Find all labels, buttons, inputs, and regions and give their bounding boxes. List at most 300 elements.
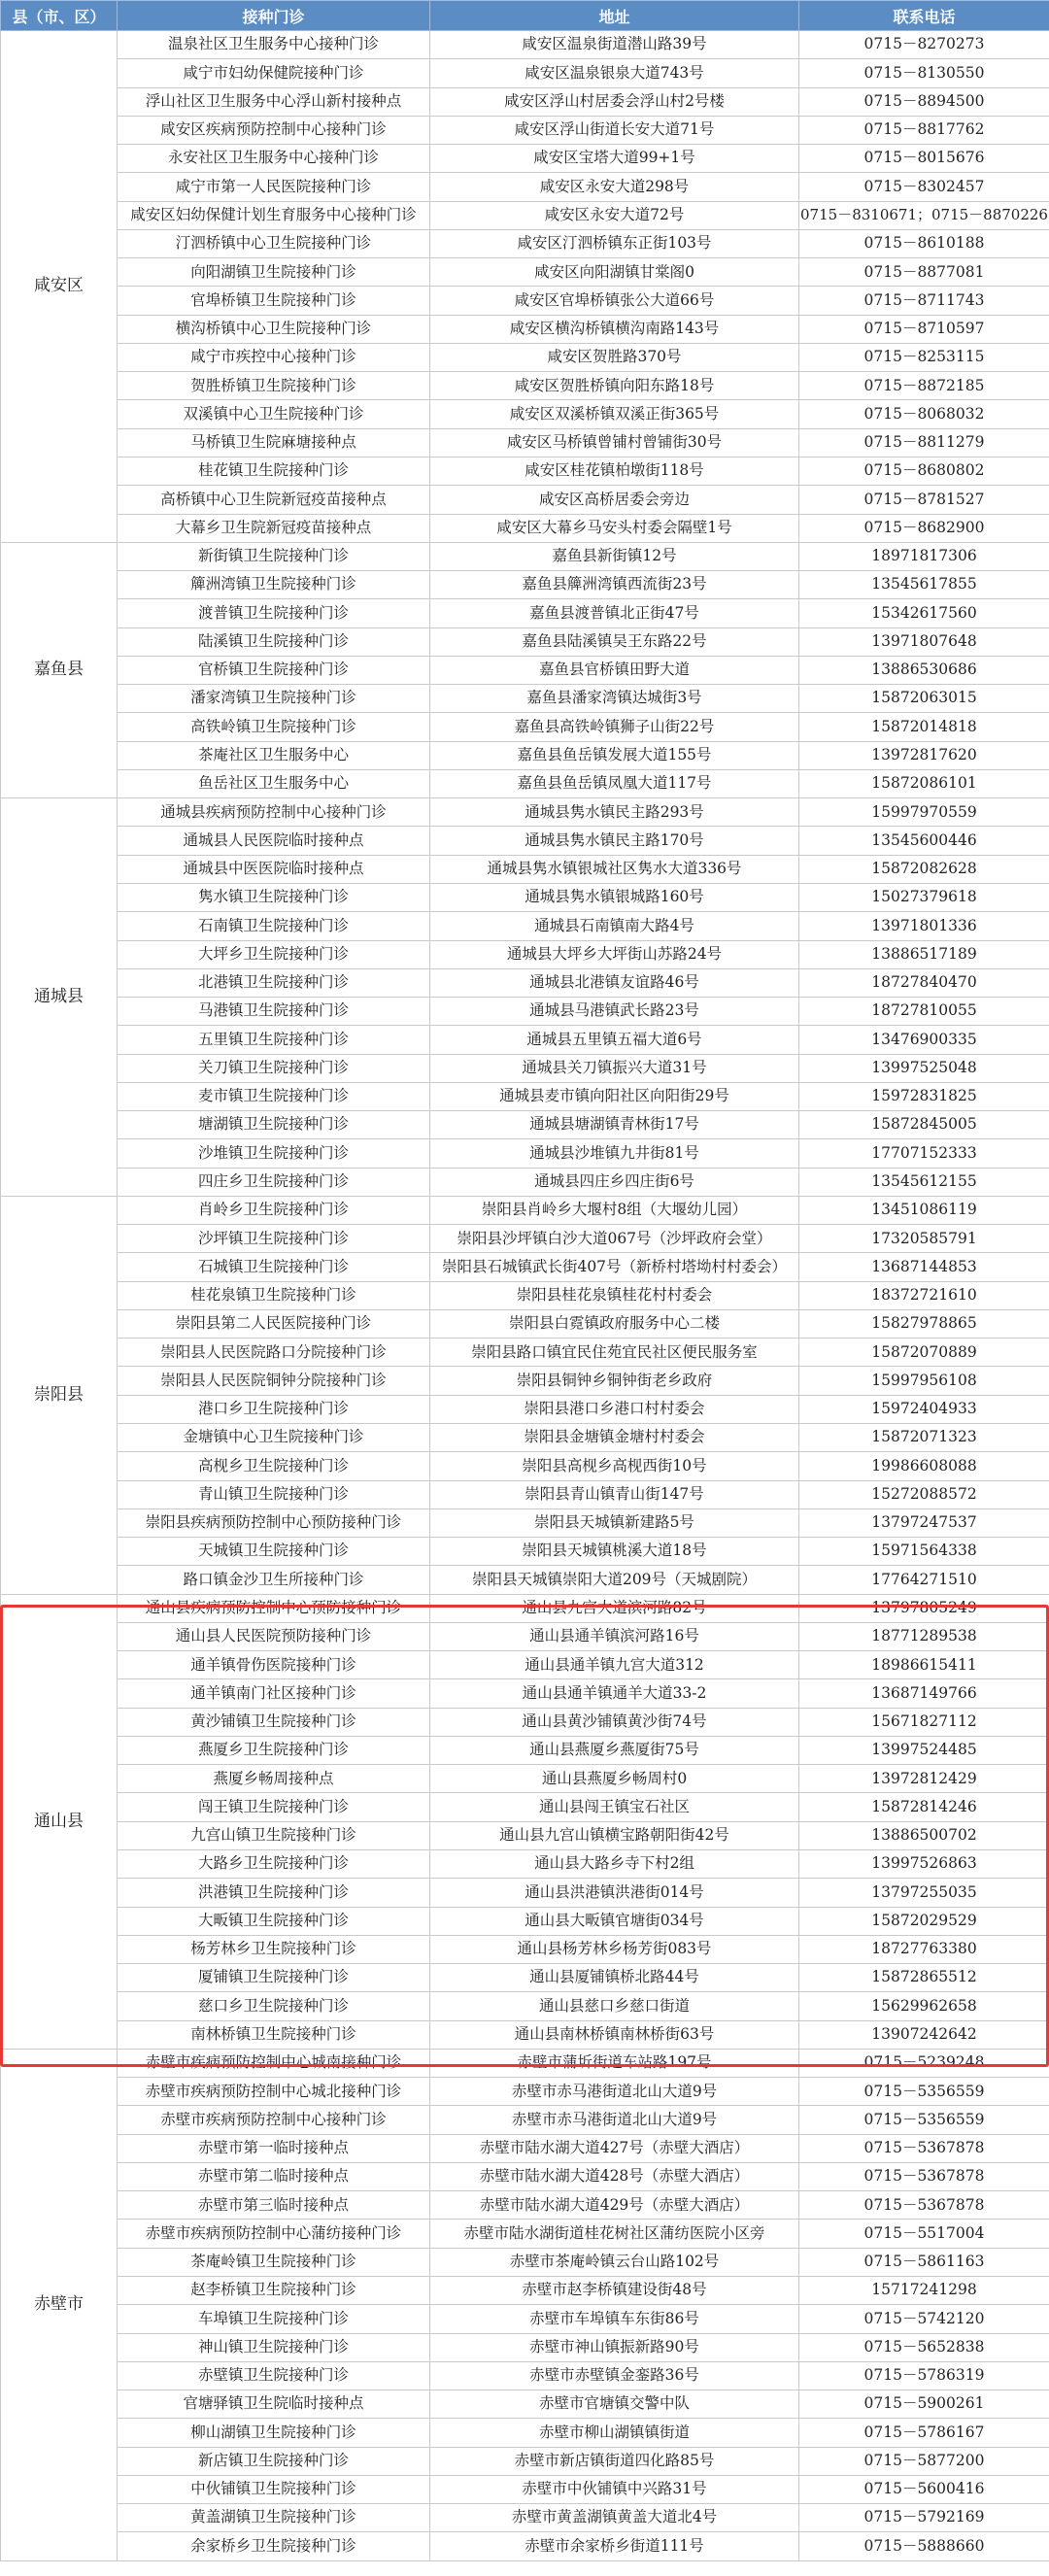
phone-cell: 13476900335 bbox=[799, 1026, 1049, 1054]
table-row bbox=[1, 486, 1049, 514]
table-row bbox=[1, 1508, 1049, 1537]
clinic-cell: 大路乡卫生院接种门诊 bbox=[118, 1850, 430, 1879]
phone-cell: 0715－5900261 bbox=[799, 2390, 1049, 2419]
clinic-cell: 官埠桥镇卫生院接种门诊 bbox=[118, 287, 430, 315]
table-row bbox=[1, 1339, 1049, 1367]
district-cell: 赤壁市 bbox=[1, 2049, 118, 2560]
table-row bbox=[1, 1594, 1049, 1622]
phone-cell: 13797805249 bbox=[799, 1594, 1049, 1622]
address-cell: 通山县厦铺镇桥北路44号 bbox=[430, 1964, 799, 1992]
phone-cell: 13545617855 bbox=[799, 571, 1049, 599]
phone-cell: 0715－5356559 bbox=[799, 2078, 1049, 2106]
phone-cell: 0715－5792169 bbox=[799, 2504, 1049, 2532]
phone-cell: 13997524485 bbox=[799, 1736, 1049, 1764]
table-row bbox=[1, 2532, 1049, 2560]
table-row bbox=[1, 571, 1049, 599]
table-row bbox=[1, 343, 1049, 371]
table-row bbox=[1, 315, 1049, 343]
phone-cell: 17707152333 bbox=[799, 1139, 1049, 1168]
address-cell: 赤壁市新店镇街道四化路85号 bbox=[430, 2447, 799, 2475]
table-row bbox=[1, 1452, 1049, 1480]
table-row bbox=[1, 2419, 1049, 2447]
table-row bbox=[1, 1253, 1049, 1281]
table-row bbox=[1, 1480, 1049, 1508]
table-row bbox=[1, 2447, 1049, 2475]
clinic-cell: 余家桥乡卫生院接种门诊 bbox=[118, 2532, 430, 2560]
address-cell: 赤壁市黄盖湖镇黄盖大道北4号 bbox=[430, 2504, 799, 2532]
address-cell: 赤壁市陆水湖大道427号（赤壁大酒店） bbox=[430, 2134, 799, 2162]
phone-cell: 0715－5888660 bbox=[799, 2532, 1049, 2560]
clinic-cell: 沙坪镇卫生院接种门诊 bbox=[118, 1225, 430, 1253]
clinic-cell: 高铁岭镇卫生院接种门诊 bbox=[118, 713, 430, 741]
clinic-cell: 燕厦乡畅周接种点 bbox=[118, 1765, 430, 1793]
address-cell: 通山县通羊镇滨河路16号 bbox=[430, 1622, 799, 1650]
phone-cell: 19986608088 bbox=[799, 1452, 1049, 1480]
phone-cell: 18971817306 bbox=[799, 542, 1049, 570]
address-cell: 嘉鱼县官桥镇田野大道 bbox=[430, 656, 799, 684]
table-row bbox=[1, 457, 1049, 485]
clinic-cell: 咸宁市疾控中心接种门诊 bbox=[118, 343, 430, 371]
clinic-cell: 咸安区疾病预防控制中心接种门诊 bbox=[118, 116, 430, 144]
phone-cell: 13886530686 bbox=[799, 656, 1049, 684]
phone-cell: 13545600446 bbox=[799, 827, 1049, 855]
table-row bbox=[1, 1424, 1049, 1452]
district-cell: 通城县 bbox=[1, 798, 118, 1197]
clinic-cell: 通山县疾病预防控制中心预防接种门诊 bbox=[118, 1594, 430, 1622]
clinic-cell: 咸宁市第一人民医院接种门诊 bbox=[118, 173, 430, 201]
phone-cell: 0715－8302457 bbox=[799, 173, 1049, 201]
clinic-cell: 大坪乡卫生院接种门诊 bbox=[118, 940, 430, 968]
table-row bbox=[1, 1281, 1049, 1309]
clinic-cell: 大幕乡卫生院新冠疫苗接种点 bbox=[118, 514, 430, 542]
clinic-cell: 赤壁市疾病预防控制中心城北接种门诊 bbox=[118, 2078, 430, 2106]
phone-cell: 13971807648 bbox=[799, 627, 1049, 656]
table-row bbox=[1, 656, 1049, 684]
table-row bbox=[1, 1907, 1049, 1935]
clinic-cell: 洪港镇卫生院接种门诊 bbox=[118, 1879, 430, 1907]
address-cell: 崇阳县铜钟乡铜钟街老乡政府 bbox=[430, 1367, 799, 1395]
clinic-cell: 金塘镇中心卫生院接种门诊 bbox=[118, 1424, 430, 1452]
table-row bbox=[1, 1622, 1049, 1650]
table-row bbox=[1, 2134, 1049, 2162]
phone-cell: 18771289538 bbox=[799, 1622, 1049, 1650]
phone-cell: 15872865512 bbox=[799, 1964, 1049, 1992]
table-row bbox=[1, 258, 1049, 287]
address-cell: 通城县马港镇武长路23号 bbox=[430, 998, 799, 1026]
district-cell: 嘉鱼县 bbox=[1, 542, 118, 797]
header-address: 地址 bbox=[430, 1, 799, 31]
clinic-cell: 燕厦乡卫生院接种门诊 bbox=[118, 1736, 430, 1764]
table-row bbox=[1, 1879, 1049, 1907]
phone-cell: 0715－8068032 bbox=[799, 400, 1049, 428]
phone-cell: 13972817620 bbox=[799, 741, 1049, 769]
clinic-cell: 通山县人民医院预防接种门诊 bbox=[118, 1622, 430, 1650]
clinic-cell: 陆溪镇卫生院接种门诊 bbox=[118, 627, 430, 656]
address-cell: 嘉鱼县簰洲湾镇西流街23号 bbox=[430, 571, 799, 599]
table-row bbox=[1, 1708, 1049, 1736]
address-cell: 崇阳县金塘镇金塘村村委会 bbox=[430, 1424, 799, 1452]
table-row bbox=[1, 2248, 1049, 2276]
clinic-cell: 塘湖镇卫生院接种门诊 bbox=[118, 1111, 430, 1139]
address-cell: 通城县北港镇友谊路46号 bbox=[430, 968, 799, 997]
phone-cell: 15872814246 bbox=[799, 1793, 1049, 1821]
address-cell: 嘉鱼县鱼岳镇凤凰大道117号 bbox=[430, 769, 799, 797]
clinic-cell: 横沟桥镇中心卫生院接种门诊 bbox=[118, 315, 430, 343]
phone-cell: 0715－8781527 bbox=[799, 486, 1049, 514]
phone-cell: 13972812429 bbox=[799, 1765, 1049, 1793]
table-header-row bbox=[1, 1, 1049, 31]
phone-cell: 17764271510 bbox=[799, 1566, 1049, 1594]
table-row bbox=[1, 1651, 1049, 1679]
table-row bbox=[1, 827, 1049, 855]
phone-cell: 15997956108 bbox=[799, 1367, 1049, 1395]
table-row bbox=[1, 2305, 1049, 2333]
district-cell: 咸安区 bbox=[1, 31, 118, 543]
phone-cell: 0715－5652838 bbox=[799, 2333, 1049, 2361]
address-cell: 赤壁市陆水湖大道428号（赤壁大酒店） bbox=[430, 2162, 799, 2190]
table-row bbox=[1, 1082, 1049, 1110]
address-cell: 赤壁市陆水湖街道桂花树社区蒲纺医院小区旁 bbox=[430, 2220, 799, 2248]
address-cell: 赤壁市神山镇振新路90号 bbox=[430, 2333, 799, 2361]
table-row bbox=[1, 2220, 1049, 2248]
phone-cell: 15872071323 bbox=[799, 1424, 1049, 1452]
phone-cell: 15872070889 bbox=[799, 1339, 1049, 1367]
phone-cell: 15671827112 bbox=[799, 1708, 1049, 1736]
clinic-cell: 天城镇卫生院接种门诊 bbox=[118, 1538, 430, 1566]
table-row bbox=[1, 1225, 1049, 1253]
clinic-cell: 汀泗桥镇中心卫生院接种门诊 bbox=[118, 229, 430, 257]
phone-cell: 13886517189 bbox=[799, 940, 1049, 968]
address-cell: 咸安区大幕乡马安头村委会隔壁1号 bbox=[430, 514, 799, 542]
address-cell: 通城县沙堆镇九井街81号 bbox=[430, 1139, 799, 1168]
address-cell: 赤壁市余家桥乡街道111号 bbox=[430, 2532, 799, 2560]
phone-cell: 17320585791 bbox=[799, 1225, 1049, 1253]
clinic-cell: 港口乡卫生院接种门诊 bbox=[118, 1395, 430, 1423]
table-row bbox=[1, 883, 1049, 911]
clinic-cell: 马桥镇卫生院麻塘接种点 bbox=[118, 428, 430, 457]
phone-cell: 15872014818 bbox=[799, 713, 1049, 741]
address-cell: 崇阳县天城镇崇阳大道209号（天城剧院） bbox=[430, 1566, 799, 1594]
clinic-cell: 茶庵岭镇卫生院接种门诊 bbox=[118, 2248, 430, 2276]
header-clinic: 接种门诊 bbox=[118, 1, 430, 31]
clinic-cell: 向阳湖镇卫生院接种门诊 bbox=[118, 258, 430, 287]
clinic-cell: 赤壁市疾病预防控制中心接种门诊 bbox=[118, 2106, 430, 2134]
clinic-cell: 慈口乡卫生院接种门诊 bbox=[118, 1992, 430, 2020]
clinic-cell: 神山镇卫生院接种门诊 bbox=[118, 2333, 430, 2361]
table-row bbox=[1, 400, 1049, 428]
header-district: 县（市、区） bbox=[1, 1, 118, 31]
clinic-cell: 大畈镇卫生院接种门诊 bbox=[118, 1907, 430, 1935]
address-cell: 通城县隽水镇民主路293号 bbox=[430, 798, 799, 827]
phone-cell: 0715－5367878 bbox=[799, 2134, 1049, 2162]
table-row bbox=[1, 1054, 1049, 1082]
address-cell: 赤壁市蒲圻街道车站路197号 bbox=[430, 2049, 799, 2077]
clinic-cell: 永安社区卫生服务中心接种门诊 bbox=[118, 145, 430, 173]
clinic-cell: 通羊镇骨伤医院接种门诊 bbox=[118, 1651, 430, 1679]
address-cell: 通城县塘湖镇青林街17号 bbox=[430, 1111, 799, 1139]
address-cell: 通山县大路乡寺下村2组 bbox=[430, 1850, 799, 1879]
table-row bbox=[1, 1736, 1049, 1764]
phone-cell: 15872082628 bbox=[799, 855, 1049, 883]
clinic-cell: 中伙铺镇卫生院接种门诊 bbox=[118, 2475, 430, 2503]
address-cell: 崇阳县桂花泉镇桂花村村委会 bbox=[430, 1281, 799, 1309]
table-row bbox=[1, 2475, 1049, 2503]
clinic-cell: 浮山社区卫生服务中心浮山新村接种点 bbox=[118, 87, 430, 116]
clinic-cell: 黄盖湖镇卫生院接种门诊 bbox=[118, 2504, 430, 2532]
phone-cell: 0715－8710597 bbox=[799, 315, 1049, 343]
phone-cell: 0715－8877081 bbox=[799, 258, 1049, 287]
address-cell: 通城县隽水镇银城社区隽水大道336号 bbox=[430, 855, 799, 883]
phone-cell: 0715－8680802 bbox=[799, 457, 1049, 485]
phone-cell: 15272088572 bbox=[799, 1480, 1049, 1508]
address-cell: 咸安区横沟桥镇横沟南路143号 bbox=[430, 315, 799, 343]
table-row bbox=[1, 287, 1049, 315]
clinic-cell: 肖岭乡卫生院接种门诊 bbox=[118, 1196, 430, 1224]
clinic-cell: 南林桥镇卫生院接种门诊 bbox=[118, 2020, 430, 2049]
clinic-cell: 鱼岳社区卫生服务中心 bbox=[118, 769, 430, 797]
table-row bbox=[1, 855, 1049, 883]
phone-cell: 18372721610 bbox=[799, 1281, 1049, 1309]
clinic-cell: 簰洲湾镇卫生院接种门诊 bbox=[118, 571, 430, 599]
phone-cell: 18986615411 bbox=[799, 1651, 1049, 1679]
table-row bbox=[1, 2276, 1049, 2304]
phone-cell: 18727763380 bbox=[799, 1935, 1049, 1963]
clinic-cell: 石南镇卫生院接种门诊 bbox=[118, 912, 430, 940]
phone-cell: 0715－8811279 bbox=[799, 428, 1049, 457]
clinic-cell: 闯王镇卫生院接种门诊 bbox=[118, 1793, 430, 1821]
phone-cell: 15971564338 bbox=[799, 1538, 1049, 1566]
address-cell: 通山县杨芳林乡杨芳街083号 bbox=[430, 1935, 799, 1963]
phone-cell: 13886500702 bbox=[799, 1821, 1049, 1849]
clinic-cell: 关刀镇卫生院接种门诊 bbox=[118, 1054, 430, 1082]
clinic-cell: 通城县人民医院临时接种点 bbox=[118, 827, 430, 855]
clinic-cell: 温泉社区卫生服务中心接种门诊 bbox=[118, 31, 430, 59]
address-cell: 赤壁市赤马港街道北山大道9号 bbox=[430, 2106, 799, 2134]
clinic-cell: 隽水镇卫生院接种门诊 bbox=[118, 883, 430, 911]
clinic-cell: 北港镇卫生院接种门诊 bbox=[118, 968, 430, 997]
table-row bbox=[1, 59, 1049, 87]
address-cell: 通城县关刀镇振兴大道31号 bbox=[430, 1054, 799, 1082]
table-row bbox=[1, 599, 1049, 627]
phone-cell: 15972404933 bbox=[799, 1395, 1049, 1423]
clinic-cell: 马港镇卫生院接种门诊 bbox=[118, 998, 430, 1026]
address-cell: 咸安区高桥居委会旁边 bbox=[430, 486, 799, 514]
table-row bbox=[1, 1992, 1049, 2020]
address-cell: 赤壁市赤壁镇金銮路36号 bbox=[430, 2361, 799, 2390]
table-row bbox=[1, 1793, 1049, 1821]
address-cell: 嘉鱼县潘家湾镇达城街3号 bbox=[430, 685, 799, 713]
table-row bbox=[1, 2049, 1049, 2077]
clinic-cell: 双溪镇中心卫生院接种门诊 bbox=[118, 400, 430, 428]
phone-cell: 15629962658 bbox=[799, 1992, 1049, 2020]
phone-cell: 0715－8015676 bbox=[799, 145, 1049, 173]
clinic-cell: 四庄乡卫生院接种门诊 bbox=[118, 1168, 430, 1196]
clinic-cell: 麦市镇卫生院接种门诊 bbox=[118, 1082, 430, 1110]
clinic-cell: 贺胜桥镇卫生院接种门诊 bbox=[118, 372, 430, 400]
address-cell: 赤壁市官塘镇交警中队 bbox=[430, 2390, 799, 2419]
clinic-cell: 潘家湾镇卫生院接种门诊 bbox=[118, 685, 430, 713]
address-cell: 崇阳县港口乡港口村村委会 bbox=[430, 1395, 799, 1423]
table-row bbox=[1, 542, 1049, 570]
table-row bbox=[1, 372, 1049, 400]
phone-cell: 15027379618 bbox=[799, 883, 1049, 911]
address-cell: 崇阳县肖岭乡大堰村8组（大堰幼儿园） bbox=[430, 1196, 799, 1224]
address-cell: 赤壁市柳山湖镇镇街道 bbox=[430, 2419, 799, 2447]
phone-cell: 0715－5367878 bbox=[799, 2191, 1049, 2220]
address-cell: 崇阳县沙坪镇白沙大道067号（沙坪政府会堂） bbox=[430, 1225, 799, 1253]
table-row bbox=[1, 741, 1049, 769]
table-row bbox=[1, 998, 1049, 1026]
address-cell: 咸安区双溪桥镇双溪正街365号 bbox=[430, 400, 799, 428]
table-row bbox=[1, 87, 1049, 116]
clinic-cell: 通城县疾病预防控制中心接种门诊 bbox=[118, 798, 430, 827]
phone-cell: 0715－8310671；0715－8870226 bbox=[799, 201, 1049, 229]
clinic-cell: 赤壁市疾病预防控制中心城南接种门诊 bbox=[118, 2049, 430, 2077]
clinic-cell: 官塘驿镇卫生院临时接种点 bbox=[118, 2390, 430, 2419]
phone-cell: 13797255035 bbox=[799, 1879, 1049, 1907]
clinic-cell: 高桥镇中心卫生院新冠疫苗接种点 bbox=[118, 486, 430, 514]
phone-cell: 13687144853 bbox=[799, 1253, 1049, 1281]
address-cell: 通城县麦市镇向阳社区向阳街29号 bbox=[430, 1082, 799, 1110]
table-row bbox=[1, 769, 1049, 797]
table-row bbox=[1, 2020, 1049, 2049]
table-row bbox=[1, 1395, 1049, 1423]
clinic-cell: 崇阳县人民医院铜钟分院接种门诊 bbox=[118, 1367, 430, 1395]
address-cell: 嘉鱼县渡普镇北正街47号 bbox=[430, 599, 799, 627]
district-cell: 崇阳县 bbox=[1, 1196, 118, 1594]
phone-cell: 0715－5600416 bbox=[799, 2475, 1049, 2503]
phone-cell: 18727810055 bbox=[799, 998, 1049, 1026]
phone-cell: 0715－8130550 bbox=[799, 59, 1049, 87]
phone-cell: 0715－5861163 bbox=[799, 2248, 1049, 2276]
phone-cell: 0715－8253115 bbox=[799, 343, 1049, 371]
address-cell: 嘉鱼县鱼岳镇发展大道155号 bbox=[430, 741, 799, 769]
address-cell: 通山县通羊镇九宫大道312 bbox=[430, 1651, 799, 1679]
phone-cell: 15872029529 bbox=[799, 1907, 1049, 1935]
address-cell: 通山县南林桥镇南林桥街63号 bbox=[430, 2020, 799, 2049]
address-cell: 通城县隽水镇民主路170号 bbox=[430, 827, 799, 855]
district-cell: 通山县 bbox=[1, 1594, 118, 2049]
address-cell: 通山县九宫山镇横宝路朝阳街42号 bbox=[430, 1821, 799, 1849]
table-row bbox=[1, 2162, 1049, 2190]
table-row bbox=[1, 798, 1049, 827]
phone-cell: 0715－8610188 bbox=[799, 229, 1049, 257]
phone-cell: 13545612155 bbox=[799, 1168, 1049, 1196]
table-row bbox=[1, 1765, 1049, 1793]
table-row bbox=[1, 1566, 1049, 1594]
address-cell: 通山县九宫大道滨河路82号 bbox=[430, 1594, 799, 1622]
table-row bbox=[1, 201, 1049, 229]
table-row bbox=[1, 1935, 1049, 1963]
table-row bbox=[1, 1026, 1049, 1054]
table-row bbox=[1, 2191, 1049, 2220]
clinic-cell: 黄沙铺镇卫生院接种门诊 bbox=[118, 1708, 430, 1736]
address-cell: 通山县黄沙铺镇黄沙街74号 bbox=[430, 1708, 799, 1736]
address-cell: 赤壁市赵李桥镇建设街48号 bbox=[430, 2276, 799, 2304]
address-cell: 嘉鱼县陆溪镇吴王东路22号 bbox=[430, 627, 799, 656]
address-cell: 咸安区贺胜桥镇向阳东路18号 bbox=[430, 372, 799, 400]
clinic-cell: 九宫山镇卫生院接种门诊 bbox=[118, 1821, 430, 1849]
address-cell: 通山县通羊镇通羊大道33-2 bbox=[430, 1679, 799, 1708]
phone-cell: 13451086119 bbox=[799, 1196, 1049, 1224]
address-cell: 崇阳县高枧乡高枧西街10号 bbox=[430, 1452, 799, 1480]
phone-cell: 13907242642 bbox=[799, 2020, 1049, 2049]
phone-cell: 0715－8682900 bbox=[799, 514, 1049, 542]
clinic-cell: 崇阳县人民医院路口分院接种门诊 bbox=[118, 1339, 430, 1367]
header-phone: 联系电话 bbox=[799, 1, 1049, 31]
phone-cell: 15997970559 bbox=[799, 798, 1049, 827]
address-cell: 通山县慈口乡慈口街道 bbox=[430, 1992, 799, 2020]
table-row bbox=[1, 2106, 1049, 2134]
phone-cell: 0715－5367878 bbox=[799, 2162, 1049, 2190]
clinic-cell: 桂花镇卫生院接种门诊 bbox=[118, 457, 430, 485]
clinic-cell: 杨芳林乡卫生院接种门诊 bbox=[118, 1935, 430, 1963]
table-row bbox=[1, 31, 1049, 59]
clinic-cell: 厦铺镇卫生院接种门诊 bbox=[118, 1964, 430, 1992]
clinic-cell: 赤壁镇卫生院接种门诊 bbox=[118, 2361, 430, 2390]
phone-cell: 0715－5517004 bbox=[799, 2220, 1049, 2248]
clinic-cell: 新街镇卫生院接种门诊 bbox=[118, 542, 430, 570]
phone-cell: 15342617560 bbox=[799, 599, 1049, 627]
address-cell: 咸安区浮山村居委会浮山村2号楼 bbox=[430, 87, 799, 116]
table-row bbox=[1, 1168, 1049, 1196]
clinic-cell: 通城县中医医院临时接种点 bbox=[118, 855, 430, 883]
table-row bbox=[1, 1309, 1049, 1338]
phone-cell: 0715－5786319 bbox=[799, 2361, 1049, 2390]
address-cell: 咸安区贺胜路370号 bbox=[430, 343, 799, 371]
address-cell: 咸安区桂花镇柏墩街118号 bbox=[430, 457, 799, 485]
address-cell: 赤壁市赤马港街道北山大道9号 bbox=[430, 2078, 799, 2106]
phone-cell: 13971801336 bbox=[799, 912, 1049, 940]
address-cell: 通山县洪港镇洪港街014号 bbox=[430, 1879, 799, 1907]
table-row bbox=[1, 173, 1049, 201]
clinic-cell: 高枧乡卫生院接种门诊 bbox=[118, 1452, 430, 1480]
address-cell: 崇阳县白霓镇政府服务中心二楼 bbox=[430, 1309, 799, 1338]
table-row bbox=[1, 428, 1049, 457]
phone-cell: 0715－5742120 bbox=[799, 2305, 1049, 2333]
phone-cell: 13687149766 bbox=[799, 1679, 1049, 1708]
address-cell: 咸安区永安大道298号 bbox=[430, 173, 799, 201]
phone-cell: 15972831825 bbox=[799, 1082, 1049, 1110]
phone-cell: 13997525048 bbox=[799, 1054, 1049, 1082]
table-row bbox=[1, 2333, 1049, 2361]
phone-cell: 0715－5239248 bbox=[799, 2049, 1049, 2077]
phone-cell: 0715－8817762 bbox=[799, 116, 1049, 144]
clinic-cell: 五里镇卫生院接种门诊 bbox=[118, 1026, 430, 1054]
address-cell: 通山县燕厦乡燕厦街75号 bbox=[430, 1736, 799, 1764]
clinic-cell: 渡普镇卫生院接种门诊 bbox=[118, 599, 430, 627]
table-row bbox=[1, 145, 1049, 173]
phone-cell: 0715－5877200 bbox=[799, 2447, 1049, 2475]
clinic-cell: 崇阳县疾病预防控制中心预防接种门诊 bbox=[118, 1508, 430, 1537]
phone-cell: 0715－8711743 bbox=[799, 287, 1049, 315]
address-cell: 咸安区永安大道72号 bbox=[430, 201, 799, 229]
phone-cell: 15827978865 bbox=[799, 1309, 1049, 1338]
clinic-cell: 通羊镇南门社区接种门诊 bbox=[118, 1679, 430, 1708]
address-cell: 崇阳县天城镇桃溪大道18号 bbox=[430, 1538, 799, 1566]
clinic-cell: 沙堆镇卫生院接种门诊 bbox=[118, 1139, 430, 1168]
address-cell: 通城县隽水镇银城路160号 bbox=[430, 883, 799, 911]
table-row bbox=[1, 1139, 1049, 1168]
phone-cell: 15872086101 bbox=[799, 769, 1049, 797]
table-row bbox=[1, 2504, 1049, 2532]
address-cell: 通山县闯王镇宝石社区 bbox=[430, 1793, 799, 1821]
address-cell: 崇阳县石城镇武长街407号（新桥村塔坳村村委会） bbox=[430, 1253, 799, 1281]
clinic-cell: 官桥镇卫生院接种门诊 bbox=[118, 656, 430, 684]
clinic-cell: 茶庵社区卫生服务中心 bbox=[118, 741, 430, 769]
phone-cell: 15717241298 bbox=[799, 2276, 1049, 2304]
table-row bbox=[1, 1679, 1049, 1708]
